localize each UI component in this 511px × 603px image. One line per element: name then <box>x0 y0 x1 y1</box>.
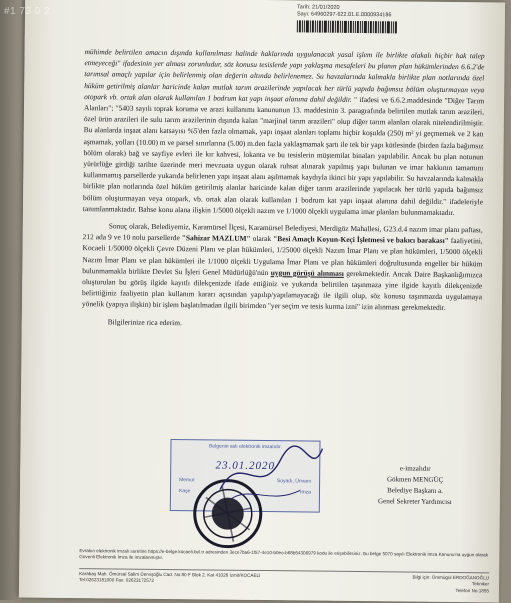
stamp-label-seal: Kaşe <box>178 488 191 495</box>
signature-e-signed: e-imzalıdır <box>399 464 431 473</box>
paragraph-plan-notes-italic: alakalı hiçbir hak talep etmeyeceği" ifadesinin yer alması zorunludur, söz konusu tesislerde yapı yaklaşma mesafeleri bu planın plan hükümlerinden 6.6.2'de tarımsal amaçlı yapılar için belirlenmiş olan değerin altında belirlenemez. Su havzalarında kalmakla birlikte plan notlarında özel hüküm getirilmiş alanlar haricinde kalan mutlak tarım arazilerinde yapılacak her türlü yapıda bağımsız bölüm oluşturmayan veya otopark vb. ortak alan olarak kullanılan 1 bodrum kat yapı inşaat alanına dahil değildir. <box>84 50 485 104</box>
conclusion-part-d: faaliyetini, Kocaeli 1/50000 ölçekli Çevre Düzeni Planı ve plan hükümleri, 1/25000 ölçekli Nazım İmar Planı ve plan hükümleri, 1/5000 ölçekli Nazım İmar Planı ve plan hükümleri ile 1/1000 ölçekli Uygulama İmar Planı ve plan hükümleri doğrultusunda engeller bir hüküm bulunmamakla birlikte Devlet Su İşleri Genel Müdürlüğü'nün <box>82 236 483 277</box>
approval-required: uygun görüşü alınması <box>270 267 344 278</box>
document-number: Sayı: 64960297-622.01.E.0000934186 <box>296 11 392 19</box>
document-page <box>19 0 505 602</box>
footer-contact-block <box>339 574 489 595</box>
footer-phone: Tel:02623181000 Fax: 02623172572 <box>79 577 154 584</box>
conclusion-part-e: gerekmektedir. Ancak Daire Başkanlığımızca oluşturulan bu görüş ilgide kayıtlı dilekçenizde ifade ettiğiniz ve yukarıda belirtilen taşınmaza yine ilgide kayıtlı dilekçenizde belirttiğiniz faaliyetin plan kullanım kararı açısından yapılıp/yapılamayacağı ile ilgili olup, söz konusu taşınmazda uygulamaya yönelik (yapıya ilişkin) bir işlem başlatılmadan ilgili birimden "yer seçim ve tesis kurma izni" izin alınması gerekmektedir. <box>81 268 483 313</box>
page-background-edge <box>0 0 22 600</box>
document-date: Tarih: 21/01/2020 <box>297 4 340 11</box>
activity-name: "Besi Amaçlı Koyun-Keçi İşletmesi ve bakıcı barakası" <box>273 234 449 246</box>
paragraph-plan-notes-start: mühimde belirtilen amacın dışında kullanılması halinde haklarında uygulanacak yasal işlem ile birlikte <box>84 47 408 60</box>
watermark-id: #1 73 0 2 <box>4 6 51 17</box>
document-body <box>82 46 485 337</box>
paragraph-conclusion <box>82 220 483 314</box>
footer-address-block <box>79 571 319 593</box>
barcode <box>297 20 497 34</box>
footer-verification-note: Evrakın elektronik imzalı suretine https://e-belge.kocaeli.bel.tr adresinden 3ece7ba6-1f57-4e10-b0eo-b68b54306979 kodu ile erişebilirsiniz. Bu belge 5070 sayılı Elektronik İmza Kanunu'na uygun olarak Güvenli Elektronik İmza ile imzalanmıştır. <box>79 548 489 561</box>
stamp-date: 23.01.2020 <box>215 459 276 473</box>
stamp-label-officer: Memur <box>179 477 195 484</box>
handwritten-signature-icon <box>210 429 331 510</box>
stamp-label-signature: İmza <box>300 489 312 496</box>
paragraph-plan-notes-rest: " ifadesi ve 6.6.2.maddesinde "Diğer Tarım Alanları"; "5403 sayılı toprak koruma ve arazi kullanımı kanununun 13. maddesinin 3. paragrafında belirtilen mutlak tarım arazileri, özel ürün arazileri ile sulu tarım arazilerinin dışında kalan "marjinal tarım arazileri" olup diğer tarım alanları olarak nitelendirilmiştir. Bu alanlarda inşaat alanı katsayısı %5'den fazla olmamak, yapı inşaat alanları toplamı hiçbir koşulda (250) m² yi geçmemek ve 2 katı aşmamak, yolları (10.00) m ve parsel sınırlarına (5.00) m.den fazla yaklaşmamak şartı ile tek bir yapı kütlesinde (birden fazla bağımsız bölüm olarak) bağ ve sayfiye evleri ile kır kahvesi, lokanta ve bu tesislerin müştemilat binaları yapılabilir. Ancak bu plan notunun yürürlüğe girdiği tarihte üzerinde meri mevzuata uygun olarak ruhsat alınarak yapılmış yapı bulunan ve imar hakkının tamamını kullanmamış parsellerde yukarıda belirlenen yapı inşaat alanı aşılmamak kaydıyla ikinci bir yapı yapılabilir. Su havzalarında kalmakla birlikte plan notlarında özel hüküm getirilmiş alanlar haricinde kalan diğer tarım arazilerinde yapılacak her türlü yapıda bağımsız bölüm oluşturmayan veya otopark, vb. ortak alan olarak kullanılan 1 bodrum kat yapı inşaat alanına dahil değildir." ifadeleriyle tanımlanmaktadır. Bahse konu alana ilişkin 1/5000 ölçekli nazım ve 1/1000 ölçekli uygulama imar planları bulunmamaktadır. <box>82 94 485 217</box>
conclusion-part-a: Sonuç olarak, Belediyemiz, Karamürsel İlçesi, Karamürsel Belediyesi, Merdigöz Mahallesi, G23.d.4 nazım imar planı paftası, 212 ada 9 ve 10 nolu parsellerde <box>82 221 483 243</box>
footer-contact-phone: Telefon No:1855 <box>455 587 489 594</box>
footer-contact-person: Bilgi için: Ümmügül ERDOĞANOĞLU <box>412 574 490 581</box>
footer-contact-bar <box>79 568 489 595</box>
signatory-name: Gökmen MENGÜÇ <box>386 475 444 484</box>
signature-block <box>350 463 480 508</box>
conclusion-part-c: olarak <box>250 234 274 244</box>
signatory-role: Belediye Başkanı a. <box>387 486 443 495</box>
footer-contact-role: Tekniker <box>471 581 490 587</box>
paragraph-plan-notes <box>83 46 485 218</box>
applicant-name: "Sahizar MAZLUM" <box>181 233 251 244</box>
closing-line: Bilgilerinize rica ederim. <box>107 317 182 327</box>
footer-address: Karabaş Mah. Ömürsal Salim Dervişoğlu Cad. No:80 F Blok 2. Kat 41028 İzmit/KOCAELİ <box>79 571 261 578</box>
document-header-meta <box>297 4 497 35</box>
stamp-title: Belgenin aslı elektronik imzalıdır. <box>209 443 282 451</box>
signatory-title: Genel Sekreter Yardımcısı <box>378 497 452 506</box>
stamp-label-title: Soyadı, Ünvanı <box>276 478 312 485</box>
